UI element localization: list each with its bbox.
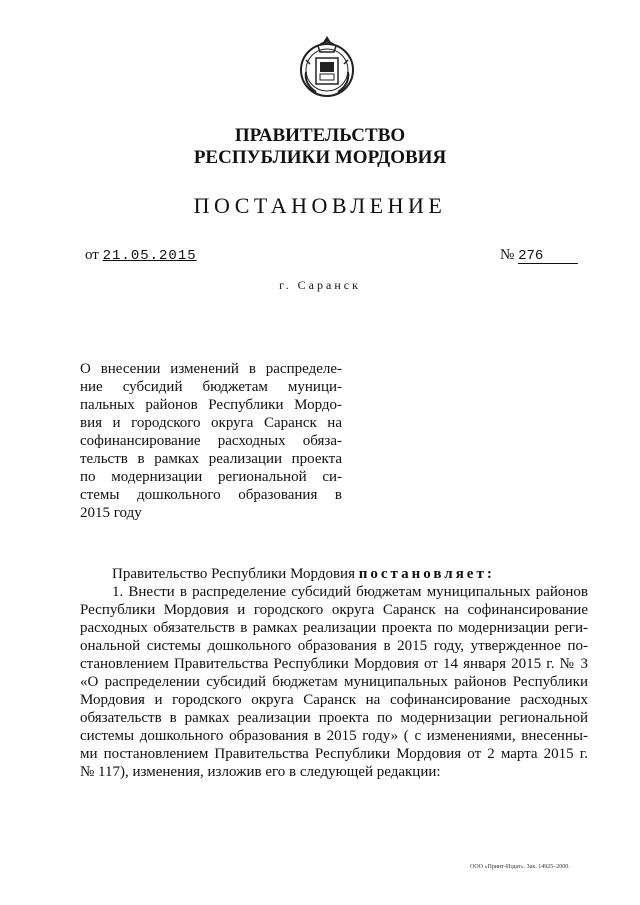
number-value: 276 — [518, 249, 578, 264]
city: г. Саранск — [279, 278, 361, 292]
paragraph-line: расходных обязательств в рамках реализации проекта по модернизации реги- — [80, 620, 588, 636]
subject-line: ние субсидий бюджетам муници- — [80, 379, 342, 395]
paragraph-line: «О распределении субсидий бюджетам муниципальных районов Республики — [80, 674, 588, 690]
subject-line: О внесении изменений в распределе- — [80, 361, 342, 377]
date-value: 21.05.2015 — [102, 248, 197, 264]
paragraph-line: 1. Внести в распределение субсидий бюджетам муниципальных районов — [112, 584, 588, 600]
intro-emphasis: постановляет: — [358, 566, 495, 582]
subject-line: по модернизации региональной си- — [80, 469, 342, 485]
date-prefix: от — [85, 247, 99, 263]
intro-line — [80, 565, 588, 583]
document-subject — [80, 360, 342, 522]
government-name-line2: РЕСПУБЛИКИ МОРДОВИЯ — [193, 147, 447, 168]
printer-note: ООО «Принт-Издат». Зак. 14925–2000. — [470, 864, 570, 870]
subject-line: 2015 году — [80, 505, 142, 521]
paragraph-line: становлением Правительства Республики Мордовия от 14 января 2015 г. № 3 — [80, 656, 588, 672]
document-type: ПОСТАНОВЛЕНИЕ — [193, 193, 447, 218]
paragraph-line: ональной системы дошкольного образования в 2015 году, утвержденное по- — [80, 638, 588, 654]
paragraph-line: № 117), изменения, изложив его в следующей редакции: — [80, 764, 441, 780]
paragraph-line: Мордовия и городского округа Саранск на софинансирование расходных — [80, 692, 588, 708]
paragraph-line: ми постановлением Правительства Республики Мордовия от 2 марта 2015 г. — [80, 746, 588, 762]
coat-of-arms-icon — [296, 28, 358, 102]
paragraph-line: обязательств в рамках реализации проекта по модернизации региональной — [80, 710, 588, 726]
paragraph-line: системы дошкольного образования в 2015 году» ( с изменениями, внесенны- — [80, 728, 588, 744]
intro-text: Правительство Республики Мордовия — [112, 566, 355, 582]
subject-line: тельств в рамках реализации проекта — [80, 451, 342, 467]
number-prefix: № — [500, 247, 515, 263]
document-date — [85, 247, 197, 264]
document-body — [80, 565, 588, 781]
document-number — [500, 247, 578, 264]
subject-line: пальных районов Республики Мордо- — [80, 397, 342, 413]
paragraph-line: Республики Мордовия и городского округа Саранск на софинансирование — [80, 602, 588, 618]
government-name-line1: ПРАВИТЕЛЬСТВО — [234, 125, 406, 146]
subject-line: вия и городского округа Саранск на — [80, 415, 342, 431]
subject-line: софинансирование расходных обяза- — [80, 433, 342, 449]
subject-line: стемы дошкольного образования в — [80, 487, 342, 503]
